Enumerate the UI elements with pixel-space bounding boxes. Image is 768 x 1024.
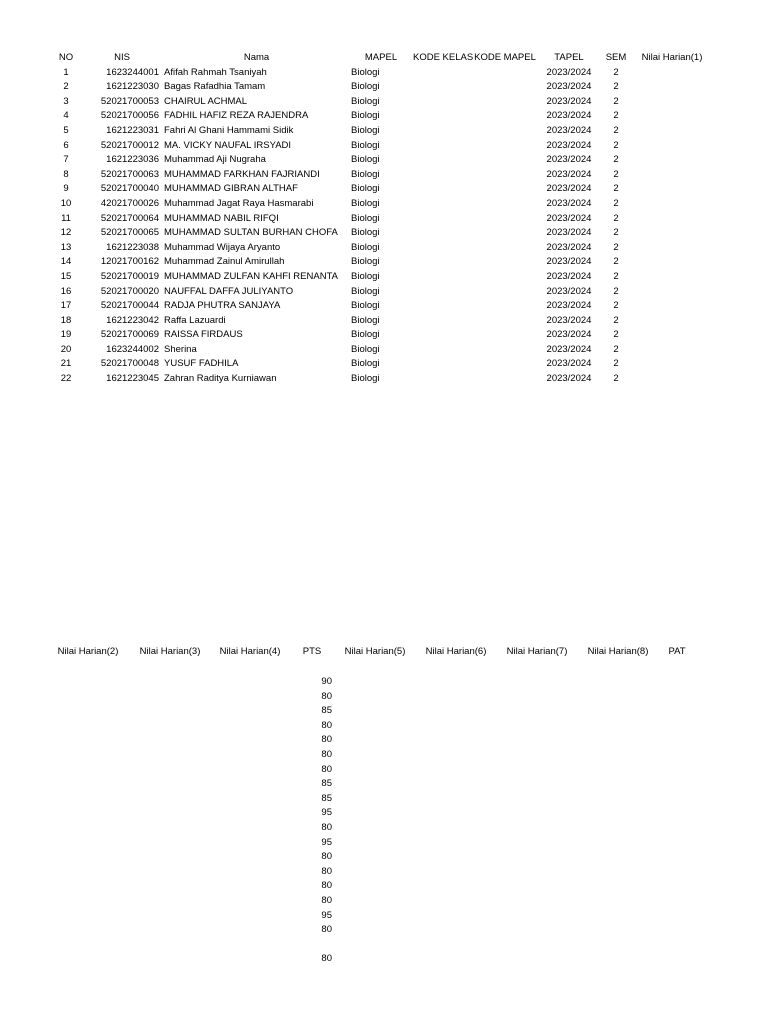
header-mapel: MAPEL xyxy=(364,52,398,63)
pts-score-cell: 80 xyxy=(321,719,332,731)
header-nilai-harian-8: Nilai Harian(8) xyxy=(587,646,649,657)
table-row xyxy=(0,168,768,183)
cell-mapel: Biologi xyxy=(351,212,380,224)
pts-score-cell: 95 xyxy=(321,807,332,819)
cell-mapel: Biologi xyxy=(351,139,380,151)
cell-sem: 2 xyxy=(613,154,619,166)
cell-no: 18 xyxy=(60,314,72,326)
cell-nama: Muhammad Jagat Raya Hasmarabi xyxy=(164,197,314,209)
pts-score-column xyxy=(294,675,334,967)
table-row xyxy=(0,139,768,154)
score-header-row xyxy=(0,645,768,660)
score-table xyxy=(0,645,768,660)
cell-nis: 52021700064 xyxy=(100,212,159,224)
cell-tapel: 2023/2024 xyxy=(546,197,592,209)
cell-mapel: Biologi xyxy=(351,285,380,297)
header-pts: PTS xyxy=(302,646,322,657)
pts-score-cell: 80 xyxy=(321,821,332,833)
cell-no: 3 xyxy=(63,95,69,107)
cell-nis: 1623244002 xyxy=(106,343,159,355)
cell-no: 21 xyxy=(60,358,72,370)
table-row xyxy=(0,124,768,139)
table-row xyxy=(0,95,768,110)
cell-mapel: Biologi xyxy=(351,168,380,180)
cell-nama: Muhammad Zainul Amirullah xyxy=(164,256,285,268)
cell-nis: 1621223045 xyxy=(106,373,159,385)
pts-score-cell: 80 xyxy=(321,924,332,936)
cell-tapel: 2023/2024 xyxy=(546,168,592,180)
header-kode-kelas: KODE KELAS xyxy=(413,52,474,63)
cell-nis: 1621223030 xyxy=(106,81,159,93)
cell-mapel: Biologi xyxy=(351,110,380,122)
cell-no: 6 xyxy=(63,139,69,151)
cell-mapel: Biologi xyxy=(351,183,380,195)
pts-score-cell: 80 xyxy=(321,953,332,965)
table-row xyxy=(0,372,768,387)
cell-no: 2 xyxy=(63,81,69,93)
cell-nama: MUHAMMAD GIBRAN ALTHAF xyxy=(164,183,298,195)
header-nilai-harian-6: Nilai Harian(6) xyxy=(425,646,487,657)
cell-nama: CHAIRUL ACHMAL xyxy=(164,95,248,107)
cell-sem: 2 xyxy=(613,270,619,282)
table-row xyxy=(0,357,768,372)
pts-score-cell: 80 xyxy=(321,763,332,775)
cell-nama: Sherina xyxy=(164,343,197,355)
cell-tapel: 2023/2024 xyxy=(546,343,592,355)
cell-nis: 1621223036 xyxy=(106,154,159,166)
student-table xyxy=(0,51,768,387)
cell-tapel: 2023/2024 xyxy=(546,358,592,370)
cell-mapel: Biologi xyxy=(351,227,380,239)
header-tapel: TAPEL xyxy=(554,52,584,63)
header-nilai-harian-2: Nilai Harian(2) xyxy=(57,646,119,657)
pts-score-cell: 80 xyxy=(321,880,332,892)
cell-sem: 2 xyxy=(613,212,619,224)
cell-mapel: Biologi xyxy=(351,329,380,341)
cell-tapel: 2023/2024 xyxy=(546,66,592,78)
cell-sem: 2 xyxy=(613,124,619,136)
cell-nis: 12021700162 xyxy=(100,256,159,268)
pts-score-cell: 85 xyxy=(321,778,332,790)
cell-nis: 52021700065 xyxy=(100,227,159,239)
pts-score-cell: 80 xyxy=(321,734,332,746)
cell-mapel: Biologi xyxy=(351,241,380,253)
table-row xyxy=(0,314,768,329)
pts-score-cell: 80 xyxy=(321,894,332,906)
cell-mapel: Biologi xyxy=(351,154,380,166)
cell-nama: MUHAMMAD NABIL RIFQI xyxy=(164,212,279,224)
cell-no: 4 xyxy=(63,110,69,122)
header-pat: PAT xyxy=(668,646,686,657)
cell-no: 1 xyxy=(63,66,69,78)
table-row xyxy=(0,80,768,95)
table-row xyxy=(0,212,768,227)
cell-nama: Bagas Rafadhia Tamam xyxy=(164,81,266,93)
table-row xyxy=(0,255,768,270)
header-nama: Nama xyxy=(243,52,270,63)
cell-no: 11 xyxy=(61,212,71,224)
cell-nis: 1621223031 xyxy=(106,124,159,136)
pts-score-cell: 80 xyxy=(321,748,332,760)
header-nilai-harian-3: Nilai Harian(3) xyxy=(139,646,201,657)
cell-sem: 2 xyxy=(613,358,619,370)
cell-sem: 2 xyxy=(613,139,619,151)
table-row xyxy=(0,226,768,241)
cell-nis: 52021700069 xyxy=(100,329,159,341)
cell-mapel: Biologi xyxy=(351,358,380,370)
cell-sem: 2 xyxy=(613,373,619,385)
table-row xyxy=(0,343,768,358)
header-sem: SEM xyxy=(605,52,627,63)
cell-sem: 2 xyxy=(613,81,619,93)
header-nis: NIS xyxy=(114,52,130,63)
table-row xyxy=(0,153,768,168)
table-row xyxy=(0,299,768,314)
cell-mapel: Biologi xyxy=(351,95,380,107)
cell-nis: 52021700044 xyxy=(100,300,159,312)
cell-nama: MUHAMMAD ZULFAN KAHFI RENANTA xyxy=(164,270,339,282)
cell-tapel: 2023/2024 xyxy=(546,124,592,136)
cell-sem: 2 xyxy=(613,95,619,107)
cell-sem: 2 xyxy=(613,197,619,209)
table-row xyxy=(0,109,768,124)
cell-nis: 52021700040 xyxy=(100,183,159,195)
cell-no: 17 xyxy=(60,300,72,312)
cell-tapel: 2023/2024 xyxy=(546,270,592,282)
cell-sem: 2 xyxy=(613,285,619,297)
cell-nama: Muhammad Aji Nugraha xyxy=(164,154,266,166)
cell-nis: 52021700048 xyxy=(100,358,159,370)
cell-tapel: 2023/2024 xyxy=(546,256,592,268)
cell-tapel: 2023/2024 xyxy=(546,329,592,341)
cell-tapel: 2023/2024 xyxy=(546,110,592,122)
cell-nama: RADJA PHUTRA SANJAYA xyxy=(164,300,281,312)
cell-tapel: 2023/2024 xyxy=(546,139,592,151)
cell-no: 15 xyxy=(60,270,72,282)
student-rows xyxy=(0,66,768,387)
cell-nama: Fahri Al Ghani Hammami Sidik xyxy=(164,124,294,136)
header-kode-mapel: KODE MAPEL xyxy=(474,52,536,63)
cell-no: 5 xyxy=(63,124,69,136)
cell-no: 9 xyxy=(63,183,69,195)
cell-nis: 52021700012 xyxy=(100,139,159,151)
cell-no: 13 xyxy=(60,241,72,253)
cell-nis: 52021700019 xyxy=(100,270,159,282)
table-header-row xyxy=(0,51,768,66)
header-nilai-harian-1: Nilai Harian(1) xyxy=(641,52,703,63)
pts-score-cell: 85 xyxy=(321,792,332,804)
cell-no: 8 xyxy=(63,168,69,180)
cell-tapel: 2023/2024 xyxy=(546,285,592,297)
cell-sem: 2 xyxy=(613,314,619,326)
cell-mapel: Biologi xyxy=(351,373,380,385)
cell-nama: MA. VICKY NAUFAL IRSYADI xyxy=(164,139,292,151)
cell-tapel: 2023/2024 xyxy=(546,373,592,385)
cell-mapel: Biologi xyxy=(351,81,380,93)
header-nilai-harian-4: Nilai Harian(4) xyxy=(219,646,281,657)
header-nilai-harian-5: Nilai Harian(5) xyxy=(344,646,406,657)
cell-tapel: 2023/2024 xyxy=(546,241,592,253)
cell-nis: 42021700026 xyxy=(100,197,159,209)
cell-mapel: Biologi xyxy=(351,197,380,209)
header-no: NO xyxy=(58,52,74,63)
pts-score-cell: 90 xyxy=(321,676,332,687)
cell-sem: 2 xyxy=(613,343,619,355)
header-nilai-harian-7: Nilai Harian(7) xyxy=(506,646,568,657)
table-row xyxy=(0,66,768,81)
cell-nama: YUSUF FADHILA xyxy=(164,358,239,370)
cell-sem: 2 xyxy=(613,300,619,312)
cell-nis: 52021700063 xyxy=(100,168,159,180)
pts-score-cell: 80 xyxy=(321,690,332,702)
cell-mapel: Biologi xyxy=(351,124,380,136)
cell-sem: 2 xyxy=(613,227,619,239)
cell-mapel: Biologi xyxy=(351,343,380,355)
cell-nama: Muhammad Wijaya Aryanto xyxy=(164,241,281,253)
table-row xyxy=(0,241,768,256)
cell-sem: 2 xyxy=(613,183,619,195)
cell-no: 12 xyxy=(60,227,72,239)
cell-nis: 52021700020 xyxy=(100,285,159,297)
cell-tapel: 2023/2024 xyxy=(546,95,592,107)
cell-tapel: 2023/2024 xyxy=(546,300,592,312)
pts-score-cell: 95 xyxy=(321,909,332,921)
cell-tapel: 2023/2024 xyxy=(546,212,592,224)
cell-sem: 2 xyxy=(613,66,619,78)
pts-score-cell: 80 xyxy=(321,865,332,877)
cell-tapel: 2023/2024 xyxy=(546,81,592,93)
table-row xyxy=(0,197,768,212)
cell-no: 10 xyxy=(60,197,72,209)
cell-sem: 2 xyxy=(613,168,619,180)
cell-no: 16 xyxy=(60,285,72,297)
cell-nama: MUHAMMAD FARKHAN FAJRIANDI xyxy=(164,168,320,180)
cell-sem: 2 xyxy=(613,329,619,341)
table-row xyxy=(0,182,768,197)
cell-nama: Raffa Lazuardi xyxy=(164,314,226,326)
cell-sem: 2 xyxy=(613,256,619,268)
cell-nama: NAUFFAL DAFFA JULIYANTO xyxy=(164,285,294,297)
cell-no: 7 xyxy=(63,154,69,166)
cell-no: 19 xyxy=(60,329,72,341)
pts-score-cell xyxy=(294,938,332,953)
table-row xyxy=(0,285,768,300)
cell-mapel: Biologi xyxy=(351,256,380,268)
table-row xyxy=(0,328,768,343)
cell-nis: 1621223038 xyxy=(106,241,159,253)
cell-nama: FADHIL HAFIZ REZA RAJENDRA xyxy=(164,110,309,122)
cell-tapel: 2023/2024 xyxy=(546,154,592,166)
cell-no: 14 xyxy=(60,256,72,268)
cell-nis: 52021700056 xyxy=(100,110,159,122)
pts-score-cell: 95 xyxy=(321,836,332,848)
cell-nama: MUHAMMAD SULTAN BURHAN CHOFA xyxy=(164,227,338,239)
cell-nama: Zahran Raditya Kurniawan xyxy=(164,373,277,385)
cell-nama: RAISSA FIRDAUS xyxy=(164,329,243,341)
cell-nis: 1623244001 xyxy=(106,66,159,78)
cell-mapel: Biologi xyxy=(351,270,380,282)
cell-sem: 2 xyxy=(613,110,619,122)
cell-nis: 1621223042 xyxy=(106,314,159,326)
table-row xyxy=(0,270,768,285)
cell-no: 22 xyxy=(60,373,72,385)
cell-tapel: 2023/2024 xyxy=(546,314,592,326)
pts-score-cell: 85 xyxy=(321,705,332,717)
cell-tapel: 2023/2024 xyxy=(546,227,592,239)
cell-sem: 2 xyxy=(613,241,619,253)
cell-mapel: Biologi xyxy=(351,300,380,312)
cell-mapel: Biologi xyxy=(351,66,380,78)
cell-nama: Afifah Rahmah Tsaniyah xyxy=(164,66,267,78)
cell-mapel: Biologi xyxy=(351,314,380,326)
cell-no: 20 xyxy=(60,343,72,355)
cell-nis: 52021700053 xyxy=(100,95,159,107)
cell-tapel: 2023/2024 xyxy=(546,183,592,195)
pts-score-cell: 80 xyxy=(321,851,332,863)
